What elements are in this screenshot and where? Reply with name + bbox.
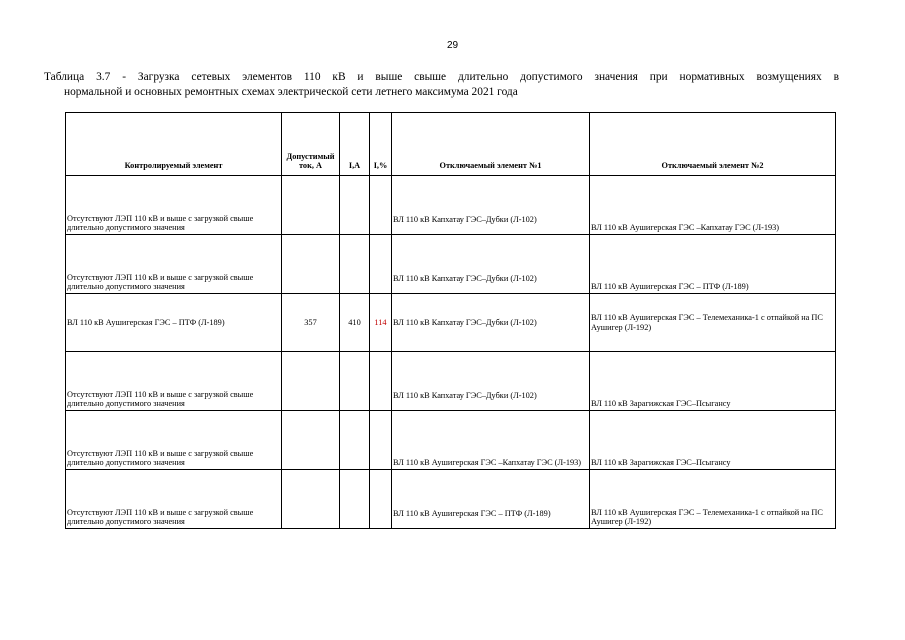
cell-allowed <box>282 470 340 529</box>
cell-disconnected-1-text: ВЛ 110 кВ Капхатау ГЭС–Дубки (Л-102) <box>393 215 537 225</box>
caption-line-2: нормальной и основных ремонтных схемах электрической сети летнего максимума 2021 года <box>64 85 518 98</box>
cell-disconnected-1 <box>392 352 590 411</box>
cell-current <box>340 470 370 529</box>
table-row <box>66 470 836 529</box>
cell-disconnected-1 <box>392 235 590 294</box>
header-current: I,A <box>340 113 370 176</box>
header-disconnected-2: Отключаемый элемент №2 <box>590 113 836 176</box>
cell-percent <box>370 470 392 529</box>
header-controlled-element: Контролируемый элемент <box>66 113 282 176</box>
cell-disconnected-1 <box>392 176 590 235</box>
table-row <box>66 411 836 470</box>
cell-allowed <box>282 411 340 470</box>
cell-element: Отсутствуют ЛЭП 110 кВ и выше с загрузкой свыше длительно допустимого значения <box>66 470 282 529</box>
cell-disconnected-1-text: ВЛ 110 кВ Капхатау ГЭС–Дубки (Л-102) <box>393 274 537 284</box>
cell-percent <box>370 352 392 411</box>
header-percent: I,% <box>370 113 392 176</box>
cell-element: Отсутствуют ЛЭП 110 кВ и выше с загрузкой свыше длительно допустимого значения <box>66 352 282 411</box>
cell-allowed <box>282 352 340 411</box>
cell-percent: 114 <box>370 294 392 352</box>
cell-percent <box>370 235 392 294</box>
cell-disconnected-2: ВЛ 110 кВ Аушигерская ГЭС – Телемеханика-1 с отпайкой на ПС Аушигер (Л-192) <box>590 294 836 352</box>
cell-current <box>340 235 370 294</box>
cell-allowed <box>282 235 340 294</box>
header-allowed-current: Допустимый ток, А <box>282 113 340 176</box>
cell-disconnected-1-text: ВЛ 110 кВ Аушигерская ГЭС – ПТФ (Л-189) <box>393 509 551 519</box>
cell-element: ВЛ 110 кВ Аушигерская ГЭС – ПТФ (Л-189) <box>66 294 282 352</box>
cell-disconnected-2: ВЛ 110 кВ Зарагижская ГЭС–Псыгансу <box>590 352 836 411</box>
cell-element: Отсутствуют ЛЭП 110 кВ и выше с загрузкой свыше длительно допустимого значения <box>66 176 282 235</box>
table-row <box>66 176 836 235</box>
cell-percent <box>370 176 392 235</box>
cell-disconnected-1: ВЛ 110 кВ Капхатау ГЭС–Дубки (Л-102) <box>392 294 590 352</box>
cell-disconnected-2: ВЛ 110 кВ Аушигерская ГЭС – ПТФ (Л-189) <box>590 235 836 294</box>
page-number: 29 <box>446 40 459 51</box>
cell-current: 410 <box>340 294 370 352</box>
header-disconnected-1: Отключаемый элемент №1 <box>392 113 590 176</box>
table-header-row <box>66 113 836 176</box>
table-row <box>66 235 836 294</box>
cell-current <box>340 352 370 411</box>
cell-disconnected-1 <box>392 470 590 529</box>
cell-disconnected-2: ВЛ 110 кВ Аушигерская ГЭС – Телемеханика-1 с отпайкой на ПС Аушигер (Л-192) <box>590 470 836 529</box>
cell-element: Отсутствуют ЛЭП 110 кВ и выше с загрузкой свыше длительно допустимого значения <box>66 411 282 470</box>
cell-disconnected-1-text: ВЛ 110 кВ Капхатау ГЭС–Дубки (Л-102) <box>393 391 537 401</box>
cell-percent <box>370 411 392 470</box>
overload-table <box>65 112 836 529</box>
cell-current <box>340 176 370 235</box>
cell-allowed: 357 <box>282 294 340 352</box>
cell-disconnected-1: ВЛ 110 кВ Аушигерская ГЭС –Капхатау ГЭС (Л-193) <box>392 411 590 470</box>
table-caption <box>44 70 839 99</box>
cell-disconnected-2: ВЛ 110 кВ Аушигерская ГЭС –Капхатау ГЭС (Л-193) <box>590 176 836 235</box>
table-row <box>66 352 836 411</box>
cell-allowed <box>282 176 340 235</box>
cell-current <box>340 411 370 470</box>
cell-element: Отсутствуют ЛЭП 110 кВ и выше с загрузкой свыше длительно допустимого значения <box>66 235 282 294</box>
cell-disconnected-2: ВЛ 110 кВ Зарагижская ГЭС–Псыгансу <box>590 411 836 470</box>
table-row <box>66 294 836 352</box>
caption-line-1: Таблица 3.7 - Загрузка сетевых элементов 110 кВ и выше свыше длительно допустимого значения при нормативных возмущениях в <box>44 71 839 83</box>
